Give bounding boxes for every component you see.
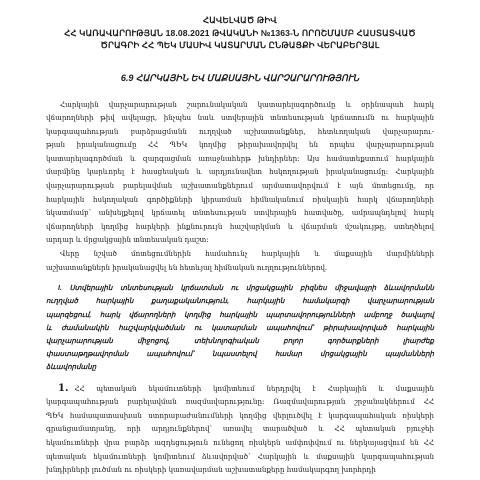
numbered-paragraph-line: կարգապահության բարելավման ռազմավարությունը: Ռազմավարության շրջանակներում ՀՀ [46, 397, 434, 407]
italic-block-line: պարզեցում, հարկ վճարողների կողմից հարկային պարտավորությունների ամբողջ ծավալով [46, 311, 434, 319]
paragraph-1-line: մարմինը կարևորել է հասցեական և արդյունավետ հսկողության իրականացումը: Հարկային [46, 167, 434, 177]
numbered-paragraph-line: եկամուտների վրա բարձր ազդեցություն ունեցող ռիսկերն ամփոփվում ու ներկայացվում են ՀՀ [46, 438, 434, 448]
italic-block-line: և ժամանակին հաշվարկվածման ու կատարման ապահովում՝ թիրախավորված հարկային [46, 324, 434, 332]
paragraph-2-line: աշխատանքներն իրականացվել են հետևյալ հիմնական ուղղություններով. [46, 262, 328, 272]
item-number: 1. [58, 382, 69, 394]
header-line-1: ՀԱՎԵԼՎԱԾ ԹԻՎ [203, 15, 277, 25]
numbered-paragraph-line: ՊԵԿ համապատասխան ստորաբաժանումների կողմից վերլուծվել է կարգապահական ռիսկերի [46, 410, 434, 420]
paragraph-1-line: կատարելագործման և զարգացման առաջնահերթ խնդիրներ: Այս համատեքստում հարկային [46, 153, 434, 163]
paragraph-1-line: Հարկային վարչարարության շարունակական կատարելագործումը և օրինապահ հարկ [60, 99, 434, 109]
numbered-paragraph-line [46, 382, 434, 396]
paragraph-1-line: հարկային հսկողական գործիքների կիրառման հիմնականում ռիսկային հարկ վճարողների [46, 194, 434, 204]
header-line-2: ՀՀ ԿԱՌԱՎԱՐՈՒԹՅԱՆ 18.08.2021 ԹՎԱԿԱՆԻ №1363-Ն ՈՐՈՇՄԱՄԲ ՀԱՍՏԱՏՎԱԾ [64, 27, 416, 38]
italic-block-line: վարչարարության միջոցով, տեխնոլոգիական բոլոր գործարքների լիարժեք [46, 338, 434, 346]
paragraph-1-line: վարչարարության բարելավման աշխատանքներում արմատավորվում է այն մոտեցումը, որ [46, 181, 434, 191]
paragraph-2-line: Վերը նշված մոտեցումներին համահունչ հարկային և մաքսային մարմինների [60, 249, 434, 259]
numbered-paragraph-line: պետական եկամուտների կոմիտեում ձևավորված՝ Հարկային և մաքսային կարգապահության [46, 451, 434, 461]
paragraph-1-line: վճարողների կողմից հարկերի ինքնուրույն հաշվարկման և վճարման մշակույթը, ստեղծելով [46, 221, 434, 231]
paragraph-1 [46, 98, 434, 248]
paragraph-1-line: կարգապահության բարձրացմանն ուղղված աշխատանքներ, հետևողական վարչարարու- [46, 126, 434, 136]
italic-block-line: ձևավորմանը [46, 364, 97, 372]
paragraph-2 [46, 247, 434, 274]
italic-block-line: փաստաթղթավորման ապահովում՝ նպաստելով համար մրցակցային պայմանների [46, 351, 434, 359]
numbered-paragraph-line: գրանցամատյանը, որի արդյունքներով՝ առավել տարածված և ՀՀ պետական բյուջեի [46, 424, 434, 434]
paragraph-1-line: թյան իրականացումը ՀՀ ՊԵԿ կողմից թիրախավորվել են որպես վարչարարության [46, 140, 434, 150]
numbered-line-text: ՀՀ պետական եկամուտների կոմիտեում ներդրվել է Հարկային և մաքսային [74, 383, 434, 393]
paragraph-1-line: վճարողների թիվ ավելացր, ինչպես նաև ստվերային տնտեսության կրճատումն ու հարկային [46, 113, 434, 123]
paragraph-1-line: նկատմամբ՝ անխելքելով կրճատել տնտեսության ստվերային հատվածը, ամրապնդելով հարկ [46, 208, 434, 218]
numbered-paragraph-1 [46, 382, 434, 477]
paragraph-1-line: արդար և մրցակցային տնտեսական դաշտ: [46, 235, 209, 245]
italic-heading-block [46, 282, 434, 374]
header-line-3: ԾՐԱԳՐԻ ՀՀ ՊԵԿ ՄԱՍԻՎ ԿԱՏԱՐՄԱՆ ԸՆԹԱՑՔԻ ՎԵՐԱԲԵՐՅԱԼ [100, 40, 380, 50]
numbered-paragraph-line: խնդիրների լուծման ու ռիսկերի կառավարման աշխատանքերը համակարգող խորհրդի [46, 465, 376, 475]
italic-block-line: I. Ստվերային տնտեսության կրճատման ու մրցակցային բիզնես միջավայրի ձևավորմանն [58, 285, 434, 293]
italic-block-line: ուղղված հարկային քաղաքականություն, հարկային համակարգի վարչարարության [46, 298, 434, 306]
section-title: 6.9 ՀԱՐԿԱՅԻՆ ԵՎ ՄԱՔՍԱՅԻՆ ՎԱՐՉԱՐԱՐՈՒԹՅՈՒՆ [120, 72, 360, 83]
document-header [46, 14, 434, 52]
